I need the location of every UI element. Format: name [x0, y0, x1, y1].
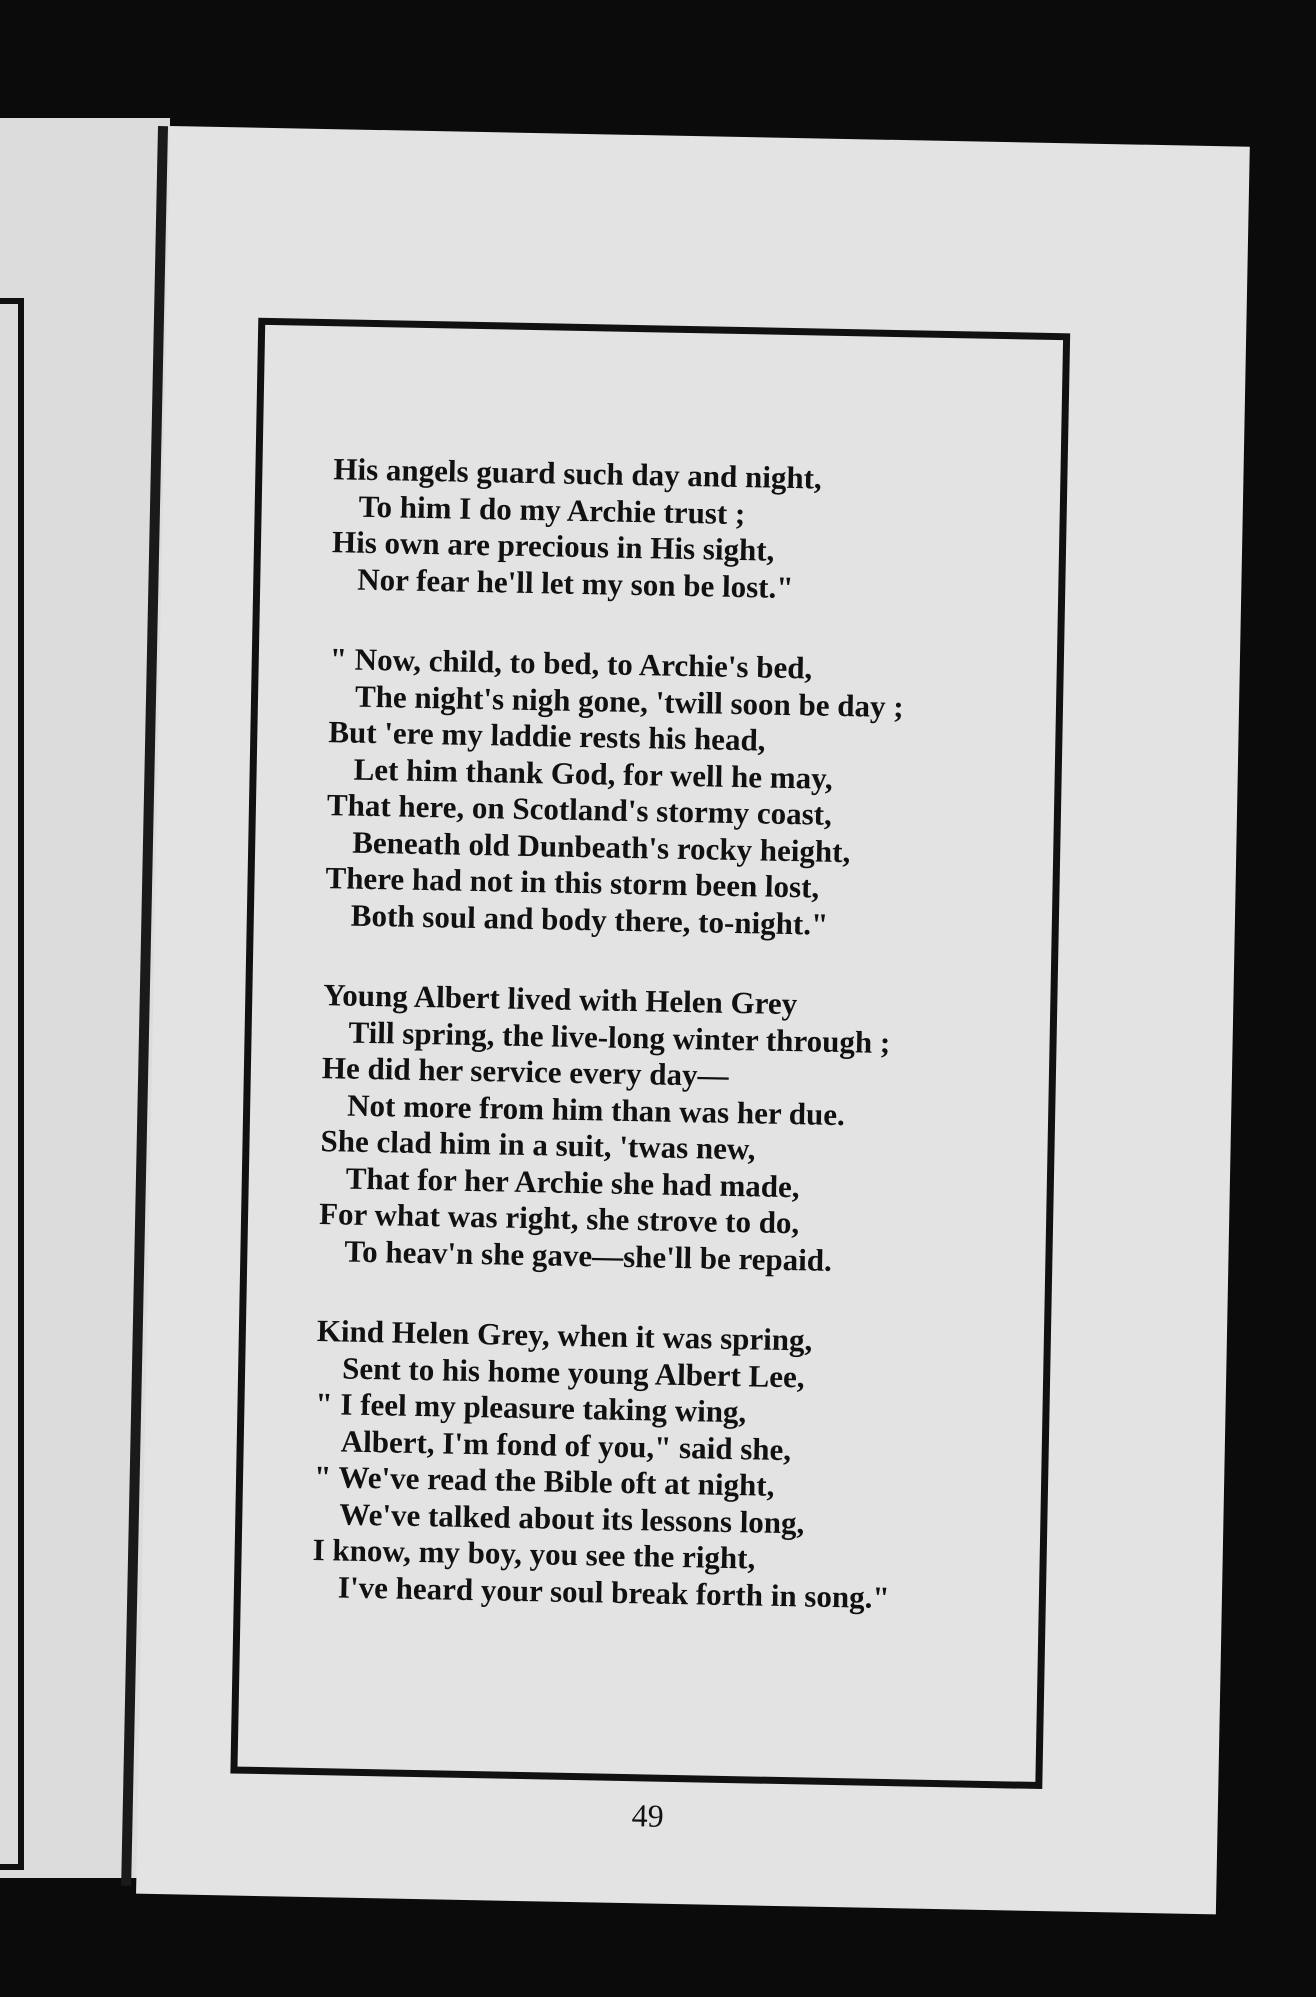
poem-line: She clad him in a suit, 'twas new, [320, 1123, 756, 1167]
poem-line: " Now, child, to bed, to Archie's bed, [329, 641, 813, 686]
poem-line: Albert, I'm fond of you," said she, [340, 1423, 792, 1467]
poem-line: " I feel my pleasure taking wing, [315, 1386, 747, 1430]
poem-line: He did her service every day— [321, 1050, 729, 1093]
poem-line: His angels guard such day and night, [333, 451, 823, 496]
stanza [318, 977, 1043, 1283]
stanza [325, 641, 1050, 947]
poem-text [311, 451, 1054, 1663]
poem-line: Till spring, the live-long winter through ; [348, 1014, 891, 1060]
poem-line: To him I do my Archie trust ; [358, 488, 746, 531]
previous-page-border [0, 298, 24, 1870]
poem-line: To heav'n she gave—she'll be repaid. [344, 1233, 833, 1278]
poem-line: Both soul and body there, to-night." [350, 897, 829, 942]
poem-line: Kind Helen Grey, when it was spring, [316, 1313, 813, 1358]
poem-line: We've talked about its lessons long, [339, 1496, 805, 1540]
poem-line: That for her Archie she had made, [345, 1160, 800, 1204]
poem-line: I've heard your soul break forth in song." [337, 1568, 890, 1615]
page-number: 49 [631, 1797, 664, 1834]
stanza [331, 451, 1054, 611]
stanza [312, 1313, 1037, 1619]
poem-line: Nor fear he'll let my son be lost." [357, 561, 794, 605]
poem-line: Not more from him than was her due. [346, 1087, 846, 1132]
poem-line: I know, my boy, you see the right, [312, 1532, 756, 1576]
poem-line: For what was right, she strove to do, [318, 1196, 800, 1241]
poem-line: His own are precious in His sight, [331, 524, 775, 568]
poem-line: " We've read the Bible oft at night, [313, 1459, 775, 1503]
poem-line: Let him thank God, for well he may, [353, 751, 834, 796]
poem-line: But 'ere my laddie rests his head, [328, 714, 766, 758]
poem-line: The night's nigh gone, 'twill soon be day ; [354, 678, 904, 724]
book-page [136, 126, 1250, 1914]
poem-line: Young Albert lived with Helen Grey [323, 977, 798, 1022]
poem-line: That here, on Scotland's stormy coast, [326, 787, 833, 832]
poem-line: There had not in this storm been lost, [325, 860, 820, 905]
poem-line: Beneath old Dunbeath's rocky height, [351, 824, 851, 869]
poem-line: Sent to his home young Albert Lee, [341, 1350, 805, 1394]
